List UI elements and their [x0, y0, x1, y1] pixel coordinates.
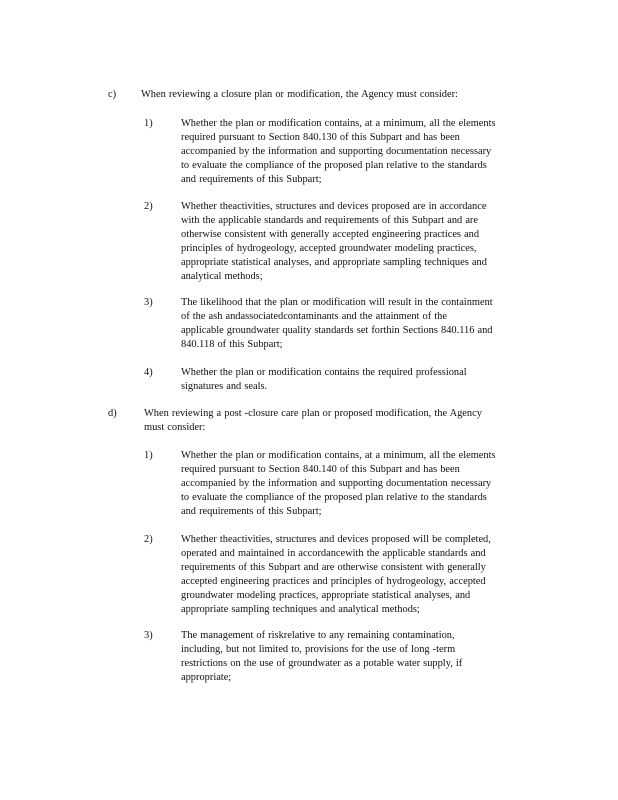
- section-c-intro-line: When reviewing a closure plan or modification, the Agency must consider:: [141, 89, 458, 100]
- text-line: groundwater modeling practices, appropriate statistical analyses, and: [181, 590, 471, 601]
- section-d-label: d): [108, 408, 117, 419]
- text-line: appropriate sampling techniques and analytical methods;: [181, 604, 420, 615]
- section-d-item-1-label: 1): [144, 450, 153, 461]
- section-c-intro: [141, 88, 501, 102]
- text-line: The likelihood that the plan or modification will result in the containment: [181, 297, 493, 308]
- section-c-item-2-label: 2): [144, 201, 153, 212]
- section-d-item-2-label: 2): [144, 534, 153, 545]
- text-line: Whether the plan or modification contains the required professional: [181, 367, 467, 378]
- text-line: and requirements of this Subpart;: [181, 174, 322, 185]
- section-d-intro: [144, 407, 524, 435]
- text-line: including, but not limited to, provisions for the use of long -term: [181, 644, 456, 655]
- section-c-item-1-text: [181, 117, 536, 187]
- text-line: to evaluate the compliance of the proposed plan relative to the standards: [181, 160, 487, 171]
- text-line: appropriate statistical analyses, and appropriate sampling techniques and: [181, 257, 487, 268]
- text-line: Whether theactivities, structures and devices proposed are in accordance: [181, 201, 487, 212]
- text-line: operated and maintained in accordancewith the applicable standards and: [181, 548, 486, 559]
- text-line: Whether theactivities, structures and devices proposed will be completed,: [181, 534, 491, 545]
- text-line: otherwise consistent with generally accepted engineering practices and: [181, 229, 480, 240]
- text-line: required pursuant to Section 840.140 of this Subpart and has been: [181, 464, 460, 475]
- section-c-item-4-label: 4): [144, 367, 153, 378]
- section-d-item-3-text: [181, 629, 521, 685]
- section-d-intro-line: When reviewing a post -closure care plan or proposed modification, the Agency: [144, 408, 482, 419]
- text-line: accompanied by the information and supporting documentation necessary: [181, 478, 492, 489]
- section-c-item-3-text: [181, 296, 539, 352]
- text-line: required pursuant to Section 840.130 of this Subpart and has been: [181, 132, 460, 143]
- text-line: accepted engineering practices and principles of hydrogeology, accepted: [181, 576, 486, 587]
- section-d-item-1-text: [181, 449, 536, 519]
- text-line: requirements of this Subpart and are otherwise consistent with generally: [181, 562, 486, 573]
- text-line: to evaluate the compliance of the proposed plan relative to the standards: [181, 492, 487, 503]
- text-line: applicable groundwater quality standards set forthin Sections 840.116 and: [181, 325, 493, 336]
- section-c-item-3-label: 3): [144, 297, 153, 308]
- text-line: The management of riskrelative to any remaining contamination,: [181, 630, 455, 641]
- section-c-item-1-label: 1): [144, 118, 153, 129]
- text-line: principles of hydrogeology, accepted groundwater modeling practices,: [181, 243, 477, 254]
- section-d-item-2-text: [181, 533, 536, 617]
- text-line: accompanied by the information and supporting documentation necessary: [181, 146, 492, 157]
- text-line: restrictions on the use of groundwater as a potable water supply, if: [181, 658, 463, 669]
- section-d-item-3-label: 3): [144, 630, 153, 641]
- text-line: analytical methods;: [181, 271, 263, 282]
- text-line: and requirements of this Subpart;: [181, 506, 322, 517]
- text-line: signatures and seals.: [181, 381, 268, 392]
- section-c-item-4-text: [181, 366, 536, 394]
- text-line: 840.118 of this Subpart;: [181, 339, 283, 350]
- text-line: appropriate;: [181, 672, 232, 683]
- text-line: Whether the plan or modification contains, at a minimum, all the elements: [181, 450, 496, 461]
- section-c-label: c): [108, 89, 117, 100]
- text-line: of the ash andassociatedcontaminants and the attainment of the: [181, 311, 447, 322]
- text-line: Whether the plan or modification contains, at a minimum, all the elements: [181, 118, 496, 129]
- section-c-item-2-text: [181, 200, 536, 284]
- section-d-intro-line: must consider:: [144, 422, 206, 433]
- text-line: with the applicable standards and requirements of this Subpart and are: [181, 215, 479, 226]
